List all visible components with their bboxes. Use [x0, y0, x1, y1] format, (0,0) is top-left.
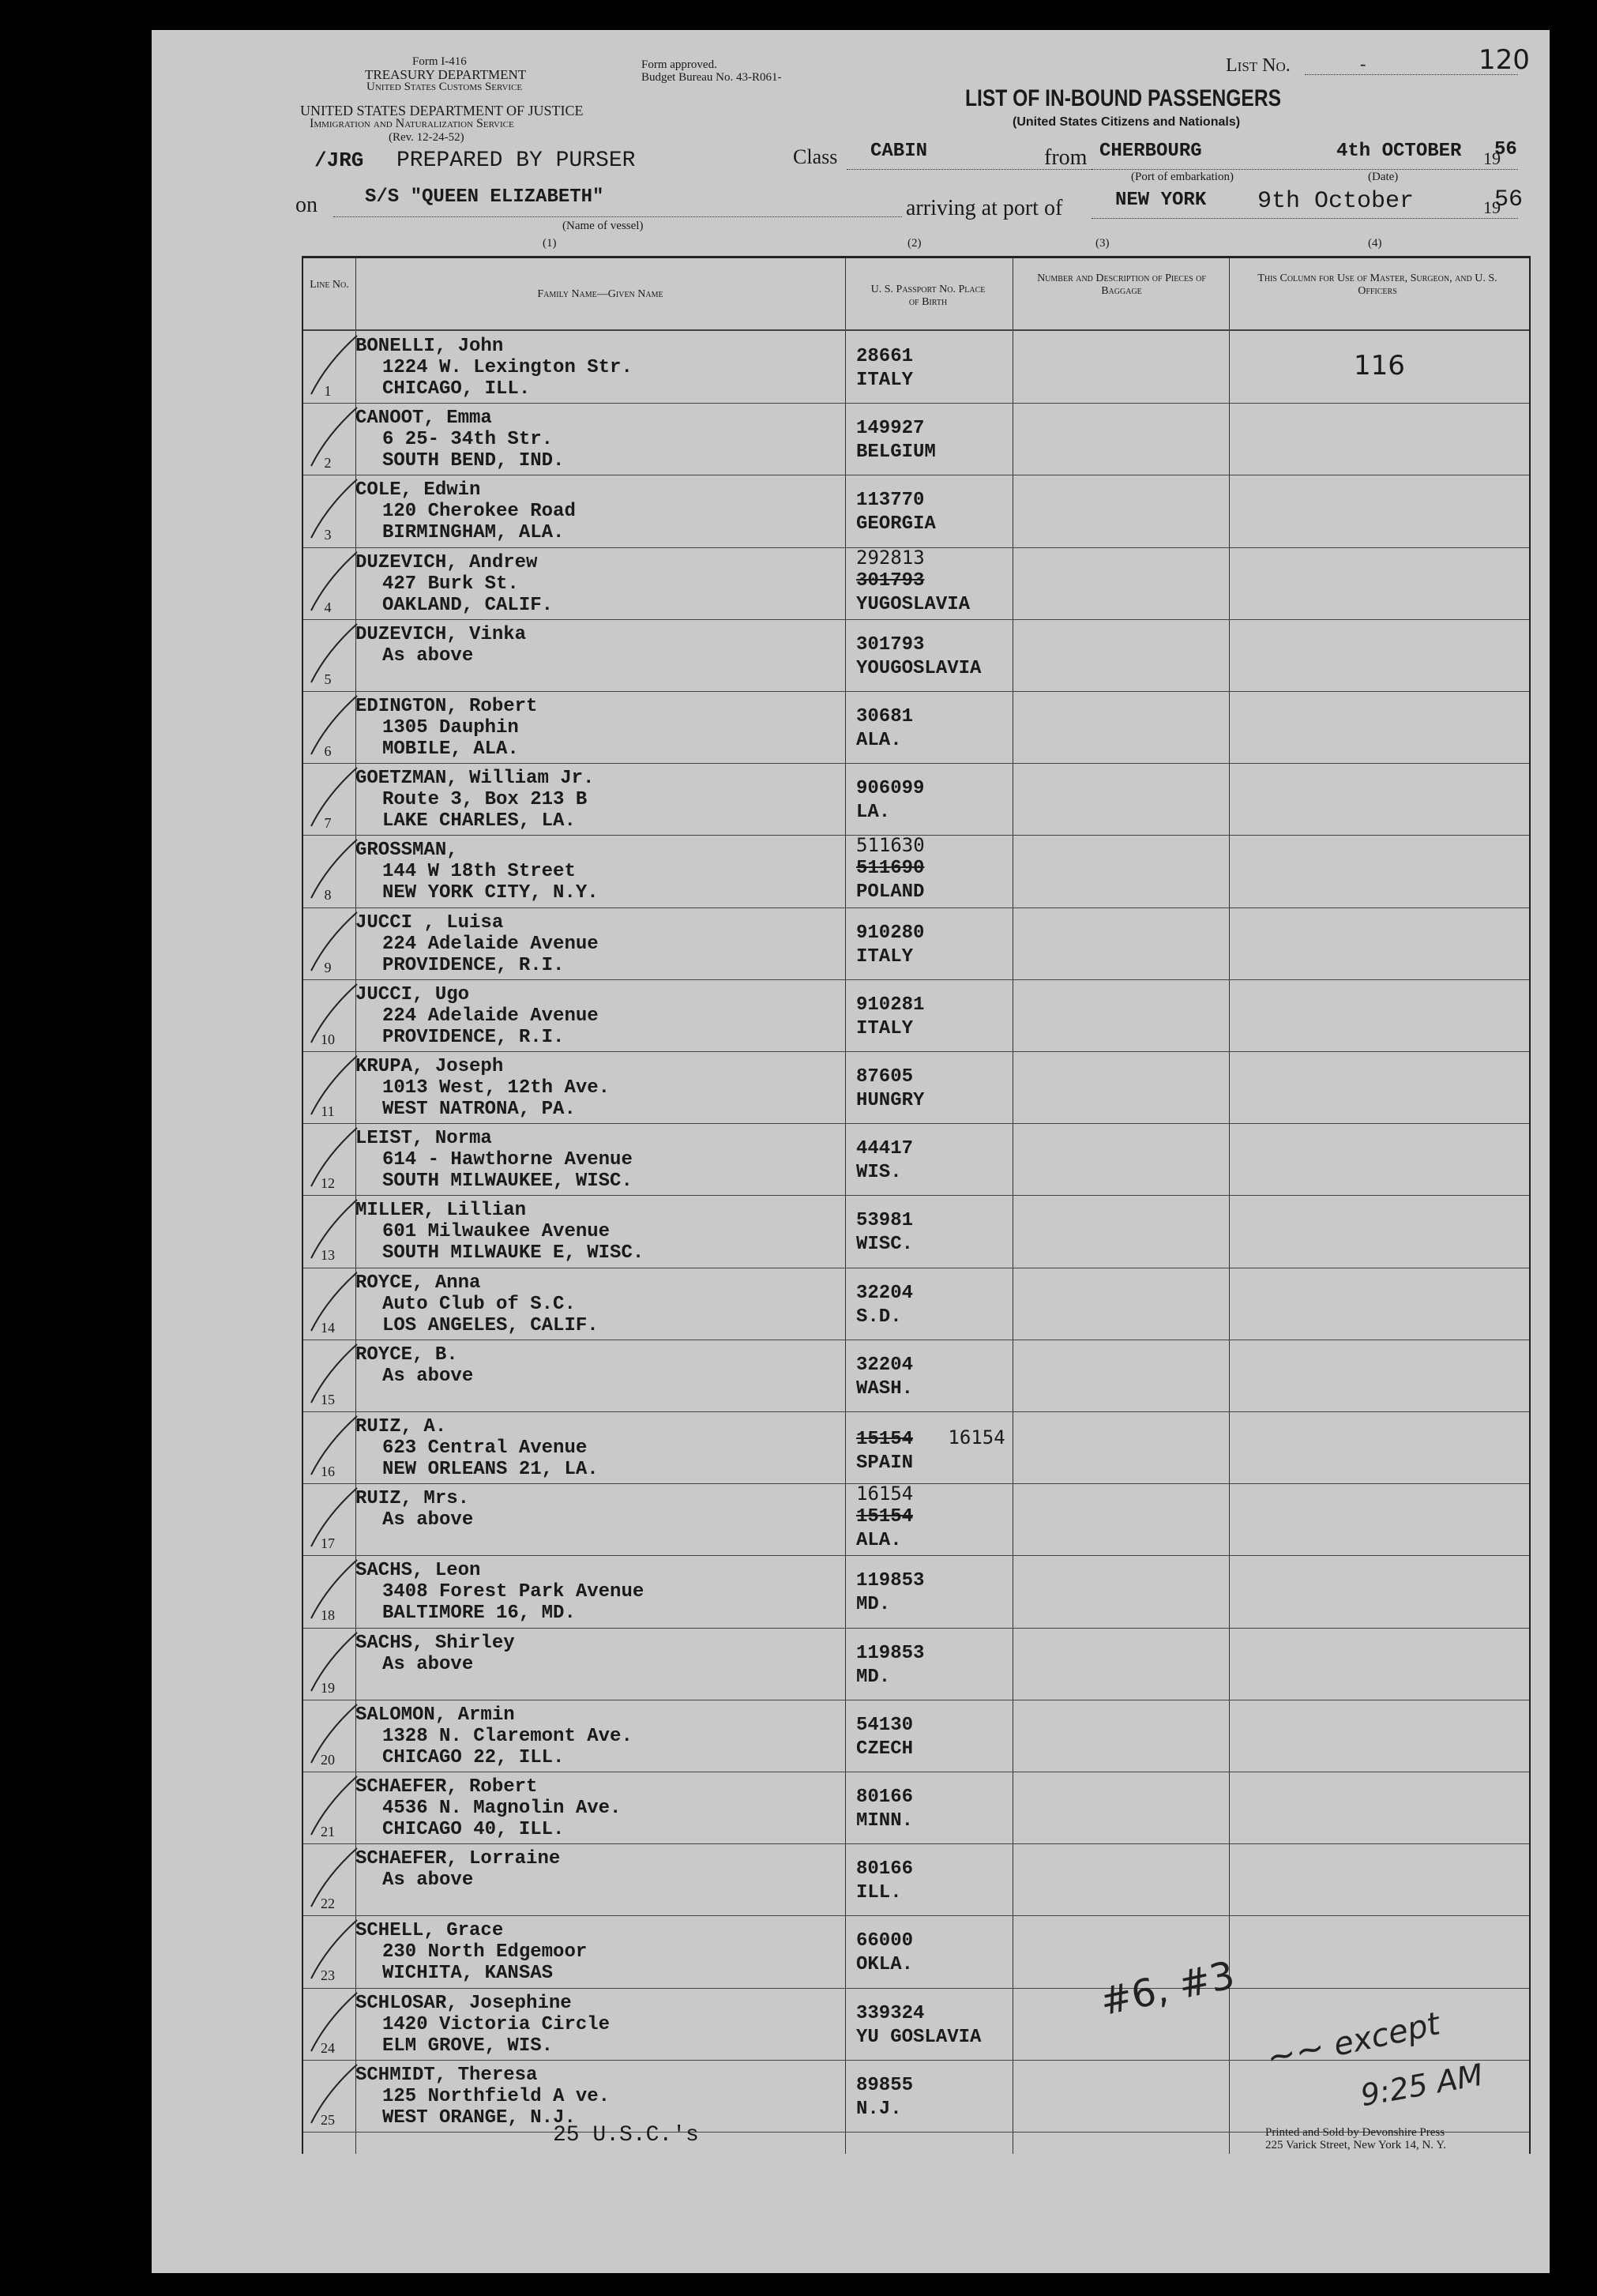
passport-number: 119853 [856, 1570, 925, 1592]
vessel-caption: (Name of vessel) [562, 220, 644, 232]
passport-number: 149927 [856, 418, 925, 440]
address-line: As above [382, 1869, 474, 1892]
passenger-name: JUCCI, Ugo [355, 983, 470, 1005]
passport-no [856, 857, 925, 881]
from-label: from [1044, 145, 1088, 170]
passport-entry [856, 1137, 913, 1185]
customs-service: United States Customs Service [366, 81, 523, 93]
address-line: 125 Northfield A ve. [382, 2085, 611, 2107]
place-of-birth: MINN. [856, 1810, 914, 1832]
passenger-entry [355, 1704, 633, 1768]
passenger-name: SCHLOSAR, Josephine [355, 1992, 572, 2014]
place-of-birth: ITALY [856, 1017, 914, 1039]
date-caption: (Date) [1368, 171, 1399, 183]
col-num-3: (3) [1095, 237, 1110, 250]
passport-no [856, 777, 924, 801]
col-num-4: (4) [1368, 237, 1382, 250]
passport-entry [856, 546, 971, 617]
passport-number: 32204 [856, 1282, 914, 1304]
line-number: 17 [321, 1535, 335, 1552]
passenger-name: MILLER, Lillian [355, 1200, 527, 1222]
clerk-initials: /JRG [314, 148, 364, 172]
city-line: CHICAGO, ILL. [382, 378, 531, 400]
handwritten-count: #6, #3 [1096, 1952, 1238, 2025]
passenger-name: DUZEVICH, Vinka [355, 623, 527, 645]
table-row [303, 1123, 1529, 1195]
table-row [303, 1843, 1529, 1915]
passport-no [856, 633, 981, 657]
address-line: 614 - Hawthorne Avenue [382, 1149, 633, 1171]
passport-no [856, 1209, 913, 1233]
passport-entry [856, 1569, 924, 1617]
table-row [303, 1628, 1529, 1700]
passenger-entry [355, 1488, 473, 1531]
passport-number: 44417 [856, 1138, 914, 1160]
passenger-entry [355, 1128, 633, 1192]
place-of-birth: N.J. [856, 2098, 902, 2120]
line-number: 15 [321, 1391, 335, 1407]
line-number: 3 [324, 527, 332, 543]
table-row [303, 1772, 1529, 1843]
place-of-birth: BELGIUM [856, 442, 936, 464]
place-of-birth: YUGOSLAVIA [856, 593, 971, 615]
passport-number: 89855 [856, 2074, 914, 2096]
list-no-label: List No. [1226, 55, 1291, 76]
address-line: 4536 N. Magnolin Ave. [382, 1798, 622, 1819]
line-number: 8 [324, 887, 332, 904]
place-of-birth: ITALY [856, 370, 914, 391]
line-number: 12 [321, 1175, 335, 1192]
table-row [303, 835, 1529, 907]
table-row [303, 619, 1529, 691]
passport-no [856, 2074, 913, 2098]
arriving-label: arriving at port of [906, 196, 1063, 220]
year-prefix-2: 19 [1483, 197, 1501, 217]
place-of-birth: WIS. [856, 1162, 902, 1184]
passenger-table [302, 256, 1531, 2154]
address-line: 120 Cherokee Road [382, 501, 576, 523]
passport-no [856, 922, 924, 945]
passenger-entry [355, 768, 594, 832]
passenger-name: SALOMON, Armin [355, 1704, 515, 1726]
passenger-entry [355, 840, 599, 904]
passport-entry [856, 1282, 913, 1329]
passport-no [856, 1065, 924, 1089]
passport-entry [856, 417, 936, 464]
year-2: 56 [1494, 186, 1524, 213]
table-row [303, 1340, 1529, 1411]
city-line: WICHITA, KANSAS [382, 1963, 554, 1985]
passport-no [856, 417, 936, 441]
passport-number: 15154 [856, 1506, 914, 1528]
justice-department: UNITED STATES DEPARTMENT OF JUSTICE [300, 103, 584, 118]
line-number: 2 [324, 455, 332, 472]
line-number: 20 [321, 1751, 335, 1768]
table-row [303, 1555, 1529, 1627]
passenger-name: JUCCI , Luisa [355, 911, 504, 934]
passport-number: 301793 [856, 633, 925, 656]
place-of-birth: MD. [856, 1666, 891, 1688]
address-line: As above [382, 1365, 474, 1387]
passport-entry [856, 922, 924, 969]
line-number: 14 [321, 1319, 335, 1336]
passport-entry [856, 1065, 924, 1113]
passenger-name: GROSSMAN, [355, 840, 458, 862]
signature-text: except [1330, 2005, 1444, 2064]
passenger-list-page [152, 30, 1550, 2273]
passport-entry [856, 1482, 914, 1553]
passenger-name: RUIZ, Mrs. [355, 1488, 470, 1510]
passport-entry [856, 1642, 924, 1689]
place-of-birth: POLAND [856, 881, 925, 904]
address-line: 1420 Victoria Circle [382, 2013, 611, 2035]
passport-no [856, 569, 970, 593]
table-row [303, 1268, 1529, 1340]
passport-number: 15154 [856, 1429, 914, 1450]
vessel-name: S/S "QUEEN ELIZABETH" [365, 186, 604, 208]
line-number: 16 [321, 1464, 335, 1479]
table-row [303, 1411, 1529, 1483]
passport-no [856, 1354, 913, 1377]
city-line: OAKLAND, CALIF. [382, 594, 554, 616]
class-label: Class [793, 145, 838, 168]
passenger-entry [355, 1056, 610, 1120]
passport-number: 87605 [856, 1066, 914, 1088]
city-line: NEW YORK CITY, N.Y. [382, 882, 599, 904]
passenger-entry [355, 1776, 621, 1840]
passport-entry [856, 994, 924, 1041]
passport-no [856, 1930, 913, 1953]
passenger-entry [355, 1200, 644, 1264]
passenger-name: SACHS, Shirley [355, 1632, 515, 1654]
passport-no [856, 1569, 924, 1593]
passport-entry [856, 1930, 913, 1977]
handwritten-time: 9:25 AM [1358, 2057, 1486, 2114]
table-row [303, 475, 1529, 547]
port-of-embarkation: CHERBOURG [1099, 141, 1202, 162]
table-row [303, 1700, 1529, 1772]
city-line: PROVIDENCE, R.I. [382, 954, 565, 976]
line-number: 1 [324, 383, 332, 399]
line-number: 24 [321, 2039, 335, 2056]
address-line: 224 Adelaide Avenue [382, 933, 599, 955]
line-number: 10 [321, 1031, 335, 1047]
immigration-service: Immigration and Naturalization Service [310, 117, 514, 130]
table-row [303, 2060, 1529, 2132]
passenger-name: ROYCE, Anna [355, 1272, 481, 1294]
passenger-name: SCHMIDT, Theresa [355, 2064, 538, 2086]
year-prefix-1: 19 [1483, 148, 1501, 168]
line-number: 4 [324, 599, 332, 615]
line-number: 21 [321, 1824, 335, 1839]
passenger-entry [355, 1344, 473, 1387]
passport-no [856, 1282, 913, 1306]
place-of-birth: LA. [856, 802, 891, 824]
year-1: 56 [1494, 139, 1517, 160]
passenger-name: KRUPA, Joseph [355, 1056, 504, 1077]
city-line: BIRMINGHAM, ALA. [382, 522, 565, 544]
line-number: 13 [321, 1247, 335, 1264]
passport-entry [856, 345, 913, 393]
passenger-entry [355, 1993, 610, 2057]
place-of-birth: YOUGOSLAVIA [856, 657, 982, 679]
passenger-name: ROYCE, B. [355, 1343, 458, 1366]
place-of-birth: ALA. [856, 1530, 902, 1552]
line-number: 9 [324, 959, 332, 975]
place-of-birth: HUNGRY [856, 1090, 925, 1111]
address-line: Route 3, Box 213 B [382, 789, 588, 811]
passport-entry [856, 2002, 981, 2050]
place-of-birth: ILL. [856, 1882, 902, 1904]
treasury-department: TREASURY DEPARTMENT [365, 67, 527, 82]
arrival-port: NEW YORK [1115, 190, 1207, 211]
address-line: 1224 W. Lexington Str. [382, 357, 633, 378]
line-number: 11 [321, 1103, 335, 1119]
passport-number: 66000 [856, 1930, 914, 1952]
col-header-line-no: Line No. [310, 279, 349, 291]
passenger-entry [355, 1560, 644, 1624]
table-row [303, 1483, 1529, 1555]
passport-entry [856, 1354, 913, 1401]
passport-entry [856, 633, 981, 681]
col-header-name: Family Name—Given Name [537, 288, 663, 300]
city-line: PROVIDENCE, R.I. [382, 1026, 565, 1048]
passport-entry [856, 1209, 913, 1257]
port-embarkation-caption: (Port of embarkation) [1131, 171, 1234, 183]
line-number: 6 [324, 743, 332, 759]
city-line: WEST ORANGE, N.J. [382, 2106, 576, 2129]
passport-number: 80166 [856, 1858, 914, 1881]
passenger-name: RUIZ, A. [355, 1416, 447, 1437]
passport-entry [856, 489, 936, 536]
city-line: SOUTH MILWAUKE E, WISC. [382, 1242, 644, 1264]
city-line: ELM GROVE, WIS. [382, 2035, 554, 2057]
passenger-entry [355, 1848, 560, 1891]
passenger-name: BONELLI, John [355, 336, 504, 357]
city-line: SOUTH BEND, IND. [382, 450, 565, 472]
prepared-by: PREPARED BY PURSER [396, 148, 636, 173]
table-row [303, 331, 1529, 403]
table-row [303, 1915, 1529, 1987]
place-of-birth: YU GOSLAVIA [856, 2026, 982, 2048]
city-line: CHICAGO 40, ILL. [382, 1819, 565, 1840]
passport-number: 53981 [856, 1210, 914, 1232]
passenger-entry [355, 408, 564, 472]
table-row [303, 979, 1529, 1051]
passport-number: 32204 [856, 1354, 914, 1376]
line-number: 25 [321, 2111, 335, 2128]
address-line: 601 Milwaukee Avenue [382, 1221, 611, 1243]
line-number: 7 [324, 815, 332, 832]
list-no-dash: - [1360, 54, 1366, 73]
table-row [303, 763, 1529, 835]
passport-no [856, 1642, 924, 1666]
address-line: As above [382, 1653, 474, 1675]
passport-number: 28661 [856, 346, 914, 367]
col-header-passport: U. S. Passport No. Place of Birth [870, 284, 986, 308]
passenger-name: SCHAEFER, Lorraine [355, 1848, 561, 1870]
passenger-entry [355, 912, 599, 976]
handwritten-signature: ~~ except [1263, 2005, 1444, 2079]
col-num-2: (2) [907, 237, 922, 250]
passenger-entry [355, 336, 633, 400]
place-of-birth: WISC. [856, 1234, 914, 1256]
table-row [303, 691, 1529, 763]
place-of-birth: S.D. [856, 1306, 902, 1328]
address-line: 224 Adelaide Avenue [382, 1005, 599, 1027]
address-line: 3408 Forest Park Avenue [382, 1581, 644, 1603]
printer-line-2: 225 Varick Street, New York 14, N. Y. [1265, 2139, 1446, 2151]
table-row [303, 403, 1529, 475]
passport-number: 113770 [856, 490, 925, 512]
place-of-birth: MD. [856, 1594, 891, 1616]
budget-bureau: Budget Bureau No. 43-R061- [641, 71, 782, 84]
passenger-name: CANOOT, Emma [355, 408, 492, 430]
printer-line-1: Printed and Sold by Devonshire Press [1265, 2126, 1445, 2139]
form-title: LIST OF IN-BOUND PASSENGERS [965, 85, 1282, 111]
passport-entry [856, 777, 924, 825]
passport-entry [856, 834, 925, 904]
passport-no [856, 994, 924, 1017]
passport-number: 301793 [856, 569, 925, 592]
place-of-birth: SPAIN [856, 1452, 914, 1474]
corrected-passport-no: 511630 [856, 834, 925, 857]
passenger-entry [355, 1920, 587, 1984]
address-line: 1328 N. Claremont Ave. [382, 1725, 633, 1747]
passport-number: 80166 [856, 1787, 914, 1808]
passport-entry [856, 1714, 913, 1761]
passport-no [856, 1426, 1005, 1452]
passenger-name: SACHS, Leon [355, 1560, 481, 1582]
passenger-name: EDINGTON, Robert [355, 696, 538, 717]
passenger-entry [355, 1416, 599, 1480]
city-line: LOS ANGELES, CALIF. [382, 1314, 599, 1336]
passenger-name: COLE, Edwin [355, 479, 481, 502]
on-label: on [295, 193, 318, 217]
passport-number: 910281 [856, 994, 925, 1016]
address-line: As above [382, 1509, 474, 1531]
table-row [303, 908, 1529, 979]
passport-entry [856, 705, 913, 753]
passenger-entry [355, 1633, 515, 1675]
place-of-birth: GEORGIA [856, 513, 936, 535]
place-of-birth: ITALY [856, 945, 914, 968]
corrected-passport-no: 292813 [856, 546, 925, 569]
place-of-birth: OKLA. [856, 1954, 914, 1976]
table-row [303, 547, 1529, 619]
passenger-name: DUZEVICH, Andrew [355, 551, 538, 573]
passenger-name: LEIST, Norma [355, 1128, 492, 1150]
total-count: 25 U.S.C.'s [553, 2123, 699, 2148]
form-approved: Form approved. [641, 58, 717, 71]
table-row [303, 1195, 1529, 1267]
line-number: 18 [321, 1607, 335, 1624]
departure-date: 4th OCTOBER [1336, 141, 1462, 162]
address-line: As above [382, 644, 474, 667]
line-number: 5 [324, 671, 332, 687]
passport-no [856, 345, 913, 369]
line-number: 22 [321, 1896, 335, 1912]
passport-entry [856, 1858, 913, 1905]
passport-number: 30681 [856, 706, 914, 727]
col-header-officers: This Column for Use of Master, Surgeon, and U. S. Officers [1257, 272, 1497, 297]
address-line: 1013 West, 12th Ave. [382, 1077, 611, 1099]
corrected-passport-no: 16154 [948, 1426, 1005, 1449]
passport-number: 54130 [856, 1714, 914, 1736]
passenger-entry [355, 624, 526, 667]
passport-entry [856, 2074, 913, 2121]
table-row [303, 1051, 1529, 1123]
place-of-birth: CZECH [856, 1738, 914, 1760]
line-number: 19 [321, 1679, 335, 1696]
city-line: BALTIMORE 16, MD. [382, 1603, 576, 1625]
passenger-entry [355, 984, 599, 1048]
form-id: Form I-416 [412, 55, 467, 68]
col-num-1: (1) [543, 237, 557, 250]
passport-no [856, 705, 913, 729]
officer-note: 116 [1354, 350, 1405, 381]
passport-no [856, 489, 936, 513]
address-line: 6 25- 34th Str. [382, 429, 554, 451]
passenger-entry [355, 552, 553, 616]
corrected-passport-no: 16154 [856, 1482, 914, 1505]
passenger-entry [355, 1272, 599, 1336]
address-line: 230 North Edgemoor [382, 1941, 588, 1963]
passenger-name: GOETZMAN, William Jr. [355, 768, 595, 790]
passenger-name: SCHELL, Grace [355, 1920, 504, 1942]
arrival-date: 9th October [1257, 188, 1415, 215]
class-value: CABIN [870, 141, 928, 162]
city-line: LAKE CHARLES, LA. [382, 810, 576, 832]
address-line: 427 Burk St. [382, 573, 519, 595]
revision-date: (Rev. 12-24-52) [389, 131, 464, 144]
passenger-entry [355, 2065, 610, 2129]
passport-number: 511690 [856, 858, 925, 880]
city-line: CHICAGO 22, ILL. [382, 1746, 565, 1768]
passenger-entry [355, 696, 537, 760]
col-header-baggage: Number and Description of Pieces of Baggage [1037, 272, 1206, 297]
city-line: MOBILE, ALA. [382, 738, 519, 760]
address-line: 1305 Dauphin [382, 717, 519, 738]
address-line: Auto Club of S.C. [382, 1293, 576, 1315]
form-subtitle: (United States Citizens and Nationals) [1013, 115, 1241, 129]
address-line: 144 W 18th Street [382, 861, 576, 883]
list-no-value: 120 [1479, 44, 1530, 76]
passport-no [856, 1137, 913, 1161]
passport-no [856, 1505, 913, 1529]
line-number: 23 [321, 1967, 335, 1984]
city-line: NEW ORLEANS 21, LA. [382, 1459, 599, 1480]
place-of-birth: WASH. [856, 1377, 914, 1400]
address-line: 623 Central Avenue [382, 1437, 588, 1459]
place-of-birth: ALA. [856, 730, 902, 751]
passport-no [856, 2002, 981, 2026]
passenger-entry [355, 479, 576, 543]
passport-entry [856, 1426, 1005, 1475]
passport-entry [856, 1786, 913, 1833]
passport-no [856, 1714, 913, 1738]
passport-number: 339324 [856, 2002, 925, 2024]
passport-number: 119853 [856, 1642, 925, 1664]
city-line: SOUTH MILWAUKEE, WISC. [382, 1171, 633, 1193]
passport-no [856, 1786, 913, 1809]
passport-number: 906099 [856, 778, 925, 800]
passport-no [856, 1858, 913, 1881]
city-line: WEST NATRONA, PA. [382, 1099, 576, 1120]
passenger-name: SCHAEFER, Robert [355, 1776, 538, 1798]
passport-number: 910280 [856, 922, 925, 944]
